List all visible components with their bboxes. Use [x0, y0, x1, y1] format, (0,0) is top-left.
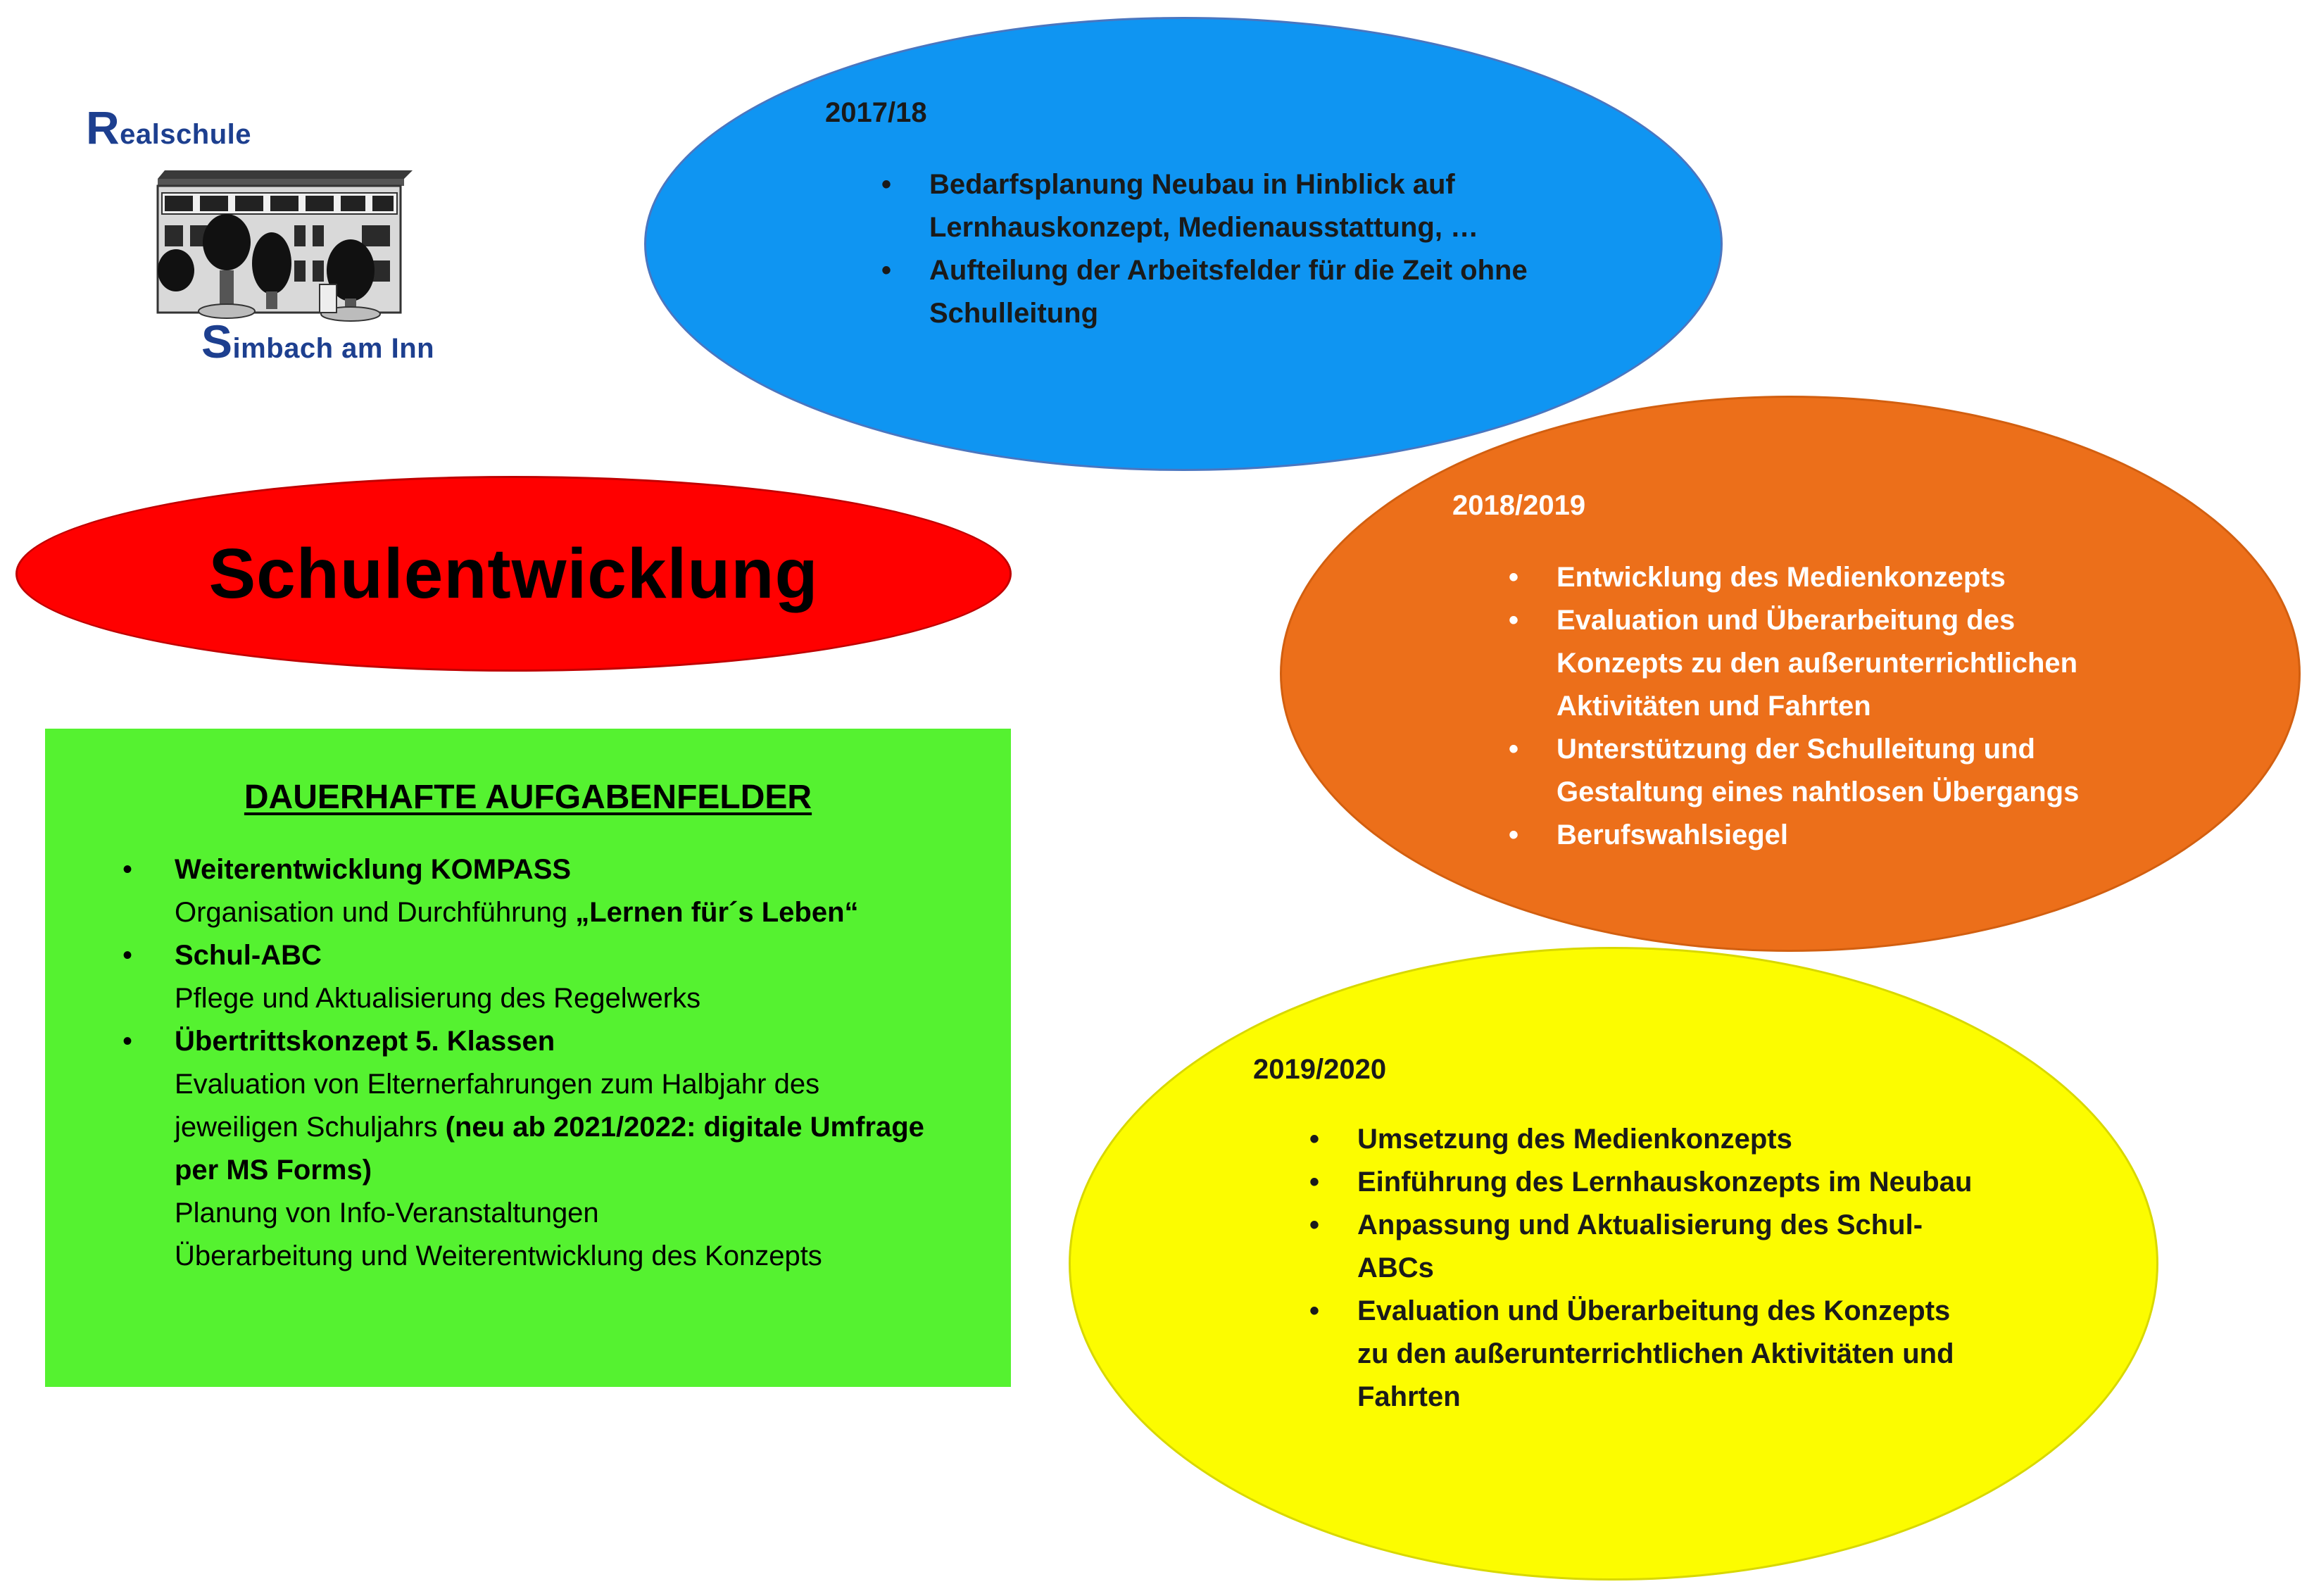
phase-2018-item-3: • Unterstützung der Schulleitung und Gestaltung eines nahtlosen Übergangs: [1509, 734, 2080, 808]
permanent-tasks-list: [122, 848, 988, 1278]
phase-2018-item-2: • Evaluation und Überarbeitung des Konzepts zu den außerunterrichtlichen Aktivitäten und Fahrten: [1509, 605, 2078, 722]
permanent-task-uebertritt: • Übertrittskonzept 5. Klassen Evaluation von Elternerfahrungen zum Halbjahr des jeweiligen Schuljahrs (neu ab 2021/2022: digitale Umfrage per MS Forms) Planung von Info-Veranstaltungen Überarbeitung und Weiterentwicklung des Konzepts: [122, 1026, 924, 1271]
school-logo: [83, 101, 463, 379]
phase-2019-item-4: • Evaluation und Überarbeitung des Konzepts zu den außerunterrichtlichen Aktivitäten und Fahrten: [1309, 1295, 1954, 1412]
phase-2017-content: [881, 163, 1599, 335]
phase-2018-item-1: • Entwicklung des Medienkonzepts: [1509, 562, 2006, 593]
page-title: Schulentwicklung: [208, 534, 819, 613]
phase-2018-content: [1509, 556, 2213, 857]
phase-2019-item-2: • Einführung des Lernhauskonzepts im Neubau: [1309, 1167, 1973, 1198]
phase-2017-item-1: • Bedarfsplanung Neubau in Hinblick auf Lernhauskonzept, Medienausstattung, …: [881, 169, 1479, 243]
phase-2018-year: 2018/2019: [1452, 490, 1586, 521]
phase-2019-year: 2019/2020: [1253, 1054, 1387, 1085]
phase-2019-content: [1309, 1118, 2027, 1419]
permanent-tasks-box: [45, 729, 1011, 1387]
phase-2017-list: [881, 163, 1599, 335]
permanent-tasks-heading: DAUERHAFTE AUFGABENFELDER: [244, 779, 812, 816]
permanent-task-schul-abc: • Schul-ABC Pflege und Aktualisierung des Regelwerks: [122, 940, 701, 1014]
phase-2019-item-1: • Umsetzung des Medienkonzepts: [1309, 1124, 1792, 1155]
phase-2019-item-3: • Anpassung und Aktualisierung des Schul- ABCs: [1309, 1209, 1923, 1283]
logo-text-line-1: Realschule: [86, 101, 251, 153]
phase-2017-item-2: • Aufteilung der Arbeitsfelder für die Zeit ohne Schulleitung: [881, 255, 1528, 329]
phase-2017-year: 2017/18: [825, 97, 927, 128]
school-building-image: [144, 165, 413, 324]
permanent-task-kompass: • Weiterentwicklung KOMPASS Organisation und Durchführung „Lernen für´s Leben“: [122, 854, 859, 928]
phase-2018-list: [1509, 556, 2213, 857]
phase-2018-item-4: • Berufswahlsiegel: [1509, 819, 1789, 850]
phase-2019-list: [1309, 1118, 2027, 1419]
logo-text-line-2: Simbach am Inn: [201, 315, 435, 367]
